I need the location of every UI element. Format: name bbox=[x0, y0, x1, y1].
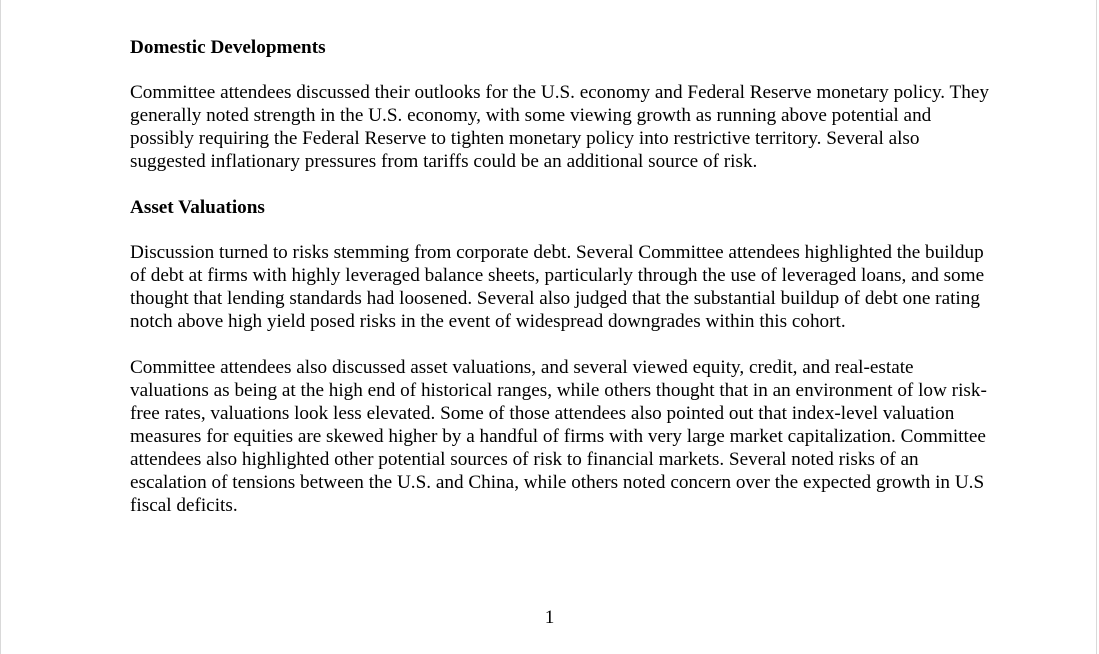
paragraph-asset-valuations: Committee attendees also discussed asset valuations, and several viewed equity, credit, and real-estate valuations as being at the high end of historical ranges, while others thought that in an environment of low risk-free rates, valuations look less elevated. Some of those attendees also pointed out that index-level valuation measures for equities are skewed higher by a handful of firms with very large market capitalization. Committee attendees also highlighted other potential sources of risk to financial markets. Several noted risks of an escalation of tensions between the U.S. and China, while others noted concern over the expected growth in U.S fiscal deficits. bbox=[130, 357, 987, 516]
section-heading-domestic-developments: Domestic Developments bbox=[130, 37, 326, 58]
page-number: 1 bbox=[544, 607, 555, 628]
paragraph-domestic-developments: Committee attendees discussed their outlooks for the U.S. economy and Federal Reserve monetary policy. They generally noted strength in the U.S. economy, with some viewing growth as running above potential and possibly requiring the Federal Reserve to tighten monetary policy into restrictive territory. Several also suggested inflationary pressures from tariffs could be an additional source of risk. bbox=[130, 82, 989, 172]
section-heading-asset-valuations: Asset Valuations bbox=[130, 197, 265, 218]
document-body bbox=[130, 36, 990, 517]
paragraph-corporate-debt: Discussion turned to risks stemming from corporate debt. Several Committee attendees highlighted the buildup of debt at firms with highly leveraged balance sheets, particularly through the use of leveraged loans, and some thought that lending standards had loosened. Several also judged that the substantial buildup of debt one rating notch above high yield posed risks in the event of widespread downgrades within this cohort. bbox=[130, 242, 985, 332]
